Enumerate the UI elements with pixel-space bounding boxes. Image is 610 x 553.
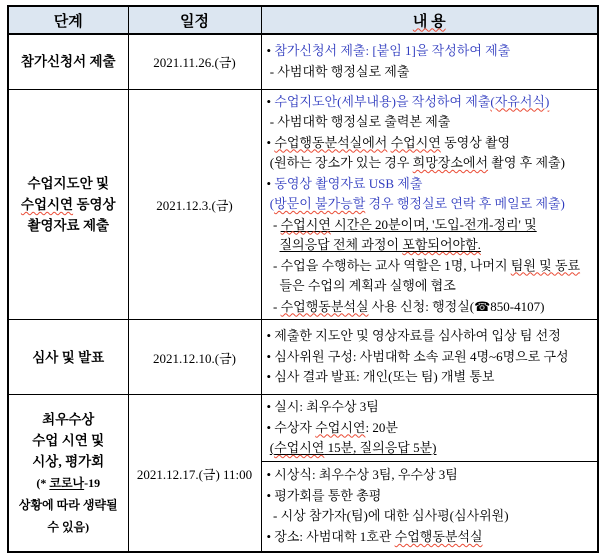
schedule-cell: 2021.12.10.(금): [128, 320, 261, 395]
content-cell-top: [261, 395, 598, 462]
text-line: [11, 215, 126, 236]
text-segment: 참가신청서 제출: [20, 54, 116, 70]
text-segment: 수업지도안 및: [27, 175, 110, 191]
text-segment: -19: [84, 475, 101, 490]
text-segment: - 시상 참가자(팀)에 대한 심사평(심사위원): [266, 508, 509, 524]
text-segment: (원하는 장소가 있는 경우: [266, 155, 413, 170]
table-row-lesson-plan: [8, 89, 598, 320]
text-segment: 시간은 20분이며, '도입-전개-정리' 및: [330, 216, 537, 232]
text-segment: 코로나: [49, 475, 85, 490]
text-line: [267, 276, 595, 297]
text-segment: - 수업을 수행하는 교사 역할은 1명, 나머지: [266, 257, 511, 273]
stage-cell: [8, 89, 128, 320]
table-row-award-top: [8, 395, 598, 462]
text-segment: 시상, 평가회: [32, 453, 105, 469]
text-segment: 심사 및 발표: [32, 349, 105, 365]
text-segment: - 사범대학 행정실로 제출: [266, 63, 410, 79]
text-line: [267, 527, 595, 548]
text-segment: • 장소: 사범대학 1호관: [266, 528, 395, 544]
text-segment: 희망장소에서: [412, 155, 489, 170]
text-segment: -: [266, 216, 281, 232]
text-segment: (: [266, 196, 275, 211]
text-segment: 포함되어야함.: [402, 237, 481, 252]
text-segment: [281, 217, 331, 232]
text-segment: • 수상자: [266, 419, 316, 435]
text-segment: • 평가회를 통한 총평: [266, 487, 382, 503]
header-stage: 단계: [8, 6, 128, 34]
text-line: [267, 215, 595, 236]
text-segment: 상황에 따라 생략될: [18, 497, 118, 512]
text-segment: • 제출한 지도안 및 영상자료를 심사하여 입상 팀 선정: [266, 328, 561, 344]
text-segment: • 실시: 최우수상 3팀: [266, 399, 379, 414]
stage-cell: [8, 320, 128, 395]
text-segment: •: [266, 93, 275, 109]
text-segment: 수업지도안(세부내용)을 작성하여 제출: [274, 93, 491, 109]
text-segment: 동영상: [73, 196, 116, 212]
text-segment: 수업시연: [280, 216, 331, 232]
text-segment: •: [266, 43, 275, 59]
text-line: [267, 297, 595, 318]
text-segment: 수업행동분석실에서: [274, 134, 388, 150]
text-line: [267, 174, 595, 195]
text-line: [11, 194, 126, 215]
text-line: [11, 347, 126, 368]
text-segment: 경우 행정실로 연락 후 메일로 제출): [365, 196, 565, 211]
text-segment: 수업행동분석실: [394, 528, 483, 544]
text-segment: 팀원 및 동료: [510, 257, 581, 273]
text-line: [267, 397, 595, 418]
text-line: [11, 173, 126, 194]
text-segment: 질의응답 전체 과정이: [279, 237, 403, 252]
header-schedule: 일정: [128, 6, 261, 34]
header-row: [8, 6, 598, 34]
text-segment: • 심사위원 구성: 사범대학 소속 교원 4명~6명으로 구성: [266, 348, 569, 364]
content-cell: [261, 89, 598, 320]
schedule-cell: 2021.12.17.(금) 11:00: [128, 395, 261, 553]
text-line: [267, 256, 595, 277]
text-line: [267, 41, 595, 62]
text-segment: : 20분: [365, 419, 398, 435]
text-segment: [267, 237, 280, 252]
text-segment: •: [266, 134, 275, 150]
table-row-judging: [8, 320, 598, 395]
text-line: [11, 451, 126, 472]
content-cell: [261, 34, 598, 89]
content-cell-bottom: [261, 461, 598, 552]
text-line: [11, 430, 126, 451]
text-segment: 수업시연: [274, 440, 325, 455]
text-line: [267, 347, 595, 368]
text-segment: (: [269, 440, 275, 455]
text-segment: 방문이 불가능할: [274, 196, 366, 211]
text-segment: 수업시연: [315, 419, 366, 435]
text-segment: •: [266, 175, 275, 191]
text-segment: 촬영 후 제출): [488, 155, 565, 170]
text-segment: 촬영자료 제출: [27, 217, 110, 233]
text-segment: [402, 237, 481, 252]
schedule-cell: 2021.11.26.(금): [128, 34, 261, 89]
stage-cell: [8, 395, 128, 553]
text-segment: 최우수상: [42, 411, 95, 427]
text-segment: 수업시연: [20, 196, 74, 212]
schedule-table: [7, 5, 599, 553]
text-line: [267, 506, 595, 527]
text-line: [267, 153, 595, 174]
text-line: [267, 235, 595, 256]
text-segment: • 시상식: 최우수상 3팀, 우수상 3팀: [266, 467, 458, 483]
text-line: [267, 194, 595, 215]
text-line: [11, 472, 126, 494]
text-segment: 내 용: [412, 13, 446, 30]
text-segment: [274, 440, 324, 455]
content-cell: [261, 320, 598, 395]
text-line: [267, 112, 595, 133]
text-line: [267, 367, 595, 388]
text-segment: 수업행동분석실: [280, 298, 369, 314]
text-segment: 수업시연: [390, 134, 441, 150]
text-line: [11, 51, 126, 72]
text-line: [11, 409, 126, 430]
text-segment: -: [266, 298, 281, 314]
text-line: [267, 133, 595, 154]
text-segment: 동영상 촬영자료 USB 제출: [274, 175, 423, 191]
text-line: [267, 92, 595, 113]
text-line: [267, 418, 595, 439]
text-segment: 참가신청서 제출: [붙임 1]을 작성하여 제출: [274, 43, 511, 59]
stage-cell: [8, 34, 128, 89]
text-line: [262, 10, 598, 31]
text-segment: (자유서식): [490, 93, 550, 109]
text-line: [267, 465, 595, 486]
text-line: [11, 516, 126, 538]
text-segment: 수 있음): [47, 519, 90, 534]
text-segment: 15분, 질의응답 5분): [324, 440, 437, 455]
text-line: [267, 486, 595, 507]
text-segment: 동영상 촬영: [440, 134, 511, 150]
text-line: [267, 438, 595, 459]
table-row-application: [8, 34, 598, 89]
text-segment: • 심사 결과 발표: 개인(또는 팀) 개별 통보: [266, 369, 495, 385]
text-segment: 사용 신청: 행정실(☎850-4107): [368, 298, 545, 314]
text-segment: - 사범대학 행정실로 출력본 제출: [266, 114, 451, 129]
text-segment: 수업 시연 및: [32, 432, 105, 448]
header-content: [261, 6, 598, 34]
text-line: [267, 326, 595, 347]
text-line: [267, 62, 595, 83]
schedule-cell: 2021.12.3.(금): [128, 89, 261, 320]
text-line: [11, 494, 126, 516]
text-segment: 들은 수업의 계획과 실행에 협조: [266, 278, 456, 293]
text-segment: (*: [36, 475, 50, 490]
